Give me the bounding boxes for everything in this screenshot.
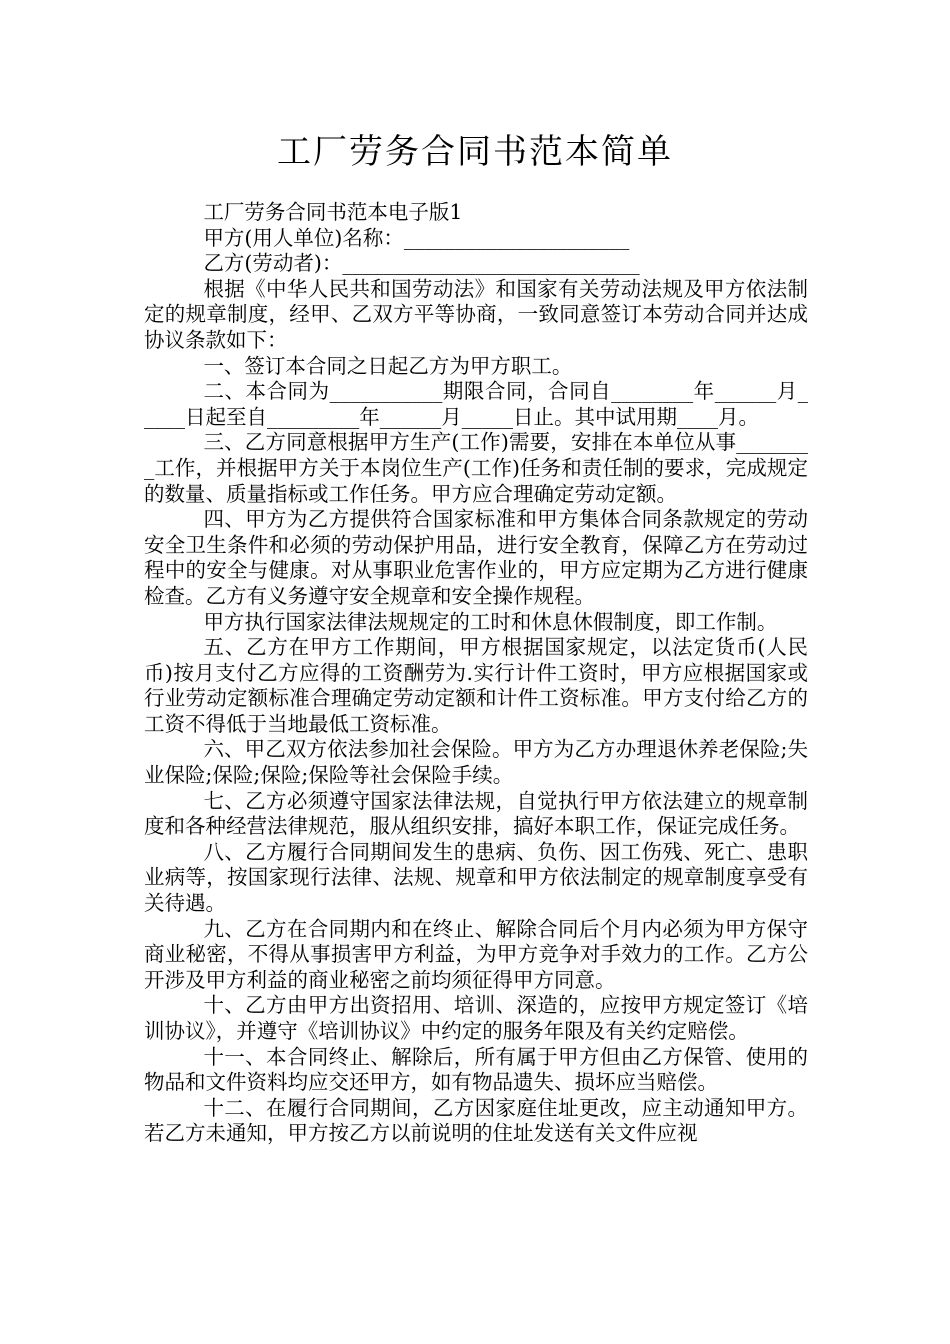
document-title: 工厂劳务合同书范本简单 <box>277 132 673 172</box>
preamble-paragraph: 根据《中华人民共和国劳动法》和国家有关劳动法规及甲方依法制定的规章制度，经甲、乙双方平等协商，一致同意签订本劳动合同并达成协议条款如下： <box>144 276 808 352</box>
clause-10: 十、乙方由甲方出资招用、培训、深造的，应按甲方规定签订《培训协议》，并遵守《培训协议》中约定的服务年限及有关约定赔偿。 <box>144 993 808 1043</box>
clause-8: 八、乙方履行合同期间发生的患病、负伤、因工伤残、死亡、患职业病等，按国家现行法律、法规、规章和甲方依法制定的规章制度享受有关待遇。 <box>144 839 808 916</box>
clause-2: 二、本合同为___________期限合同，合同自________年______月_____日起至自_________年______月_____日止。其中试用期____月。 <box>144 379 808 429</box>
clause-7: 七、乙方必须遵守国家法律法规，自觉执行甲方依法建立的规章制度和各种经营法律规范，服从组织安排，搞好本职工作，保证完成任务。 <box>144 788 808 839</box>
party-b-name-line: 乙方(劳动者)：_____________________________ <box>203 251 640 276</box>
clause-5: 五、乙方在甲方工作期间，甲方根据国家规定，以法定货币(人民币)按月支付乙方应得的工资酬劳为.实行计件工资时，甲方应根据国家或行业劳动定额标准合理确定劳动定额和计件工资标准。甲方支付给乙方的工资不得低于当地最低工资标准。 <box>144 635 808 736</box>
clause-9: 九、乙方在合同期内和在终止、解除合同后个月内必须为甲方保守商业秘密，不得从事损害甲方利益，为甲方竞争对手效力的工作。乙方公开涉及甲方利益的商业秘密之前均须征得甲方同意。 <box>144 916 808 992</box>
clause-4: 四、甲方为乙方提供符合国家标准和甲方集体合同条款规定的劳动安全卫生条件和必须的劳动保护用品，进行安全教育，保障乙方在劳动过程中的安全与健康。对从事职业危害作业的，甲方应定期为乙方进行健康检查。乙方有义务遵守安全规章和安全操作规程。 <box>144 507 808 608</box>
clause-11: 十一、本合同终止、解除后，所有属于甲方但由乙方保管、使用的物品和文件资料均应交还甲方，如有物品遗失、损坏应当赔偿。 <box>144 1044 808 1095</box>
subtitle-line: 工厂劳务合同书范本电子版1 <box>203 200 463 224</box>
party-a-name-line: 甲方(用人单位)名称：______________________ <box>203 225 630 250</box>
clause-1: 一、签订本合同之日起乙方为甲方职工。 <box>203 353 573 378</box>
document-body <box>144 200 808 1147</box>
clause-3: 三、乙方同意根据甲方生产(工作)需要，安排在本单位从事________工作，并根据甲方关于本岗位生产(工作)任务和责任制的要求，完成规定的数量、质量指标或工作任务。甲方应合理确定劳动定额。 <box>144 430 808 506</box>
clause-12: 十二、在履行合同期间，乙方因家庭住址更改，应主动通知甲方。若乙方未通知，甲方按乙方以前说明的住址发送有关文件应视 <box>144 1095 808 1146</box>
working-hours-paragraph: 甲方执行国家法律法规规定的工时和休息休假制度，即工作制。 <box>203 609 778 634</box>
clause-6: 六、甲乙双方依法参加社会保险。甲方为乙方办理退休养老保险;失业保险;保险;保险;保险等社会保险手续。 <box>144 737 808 788</box>
